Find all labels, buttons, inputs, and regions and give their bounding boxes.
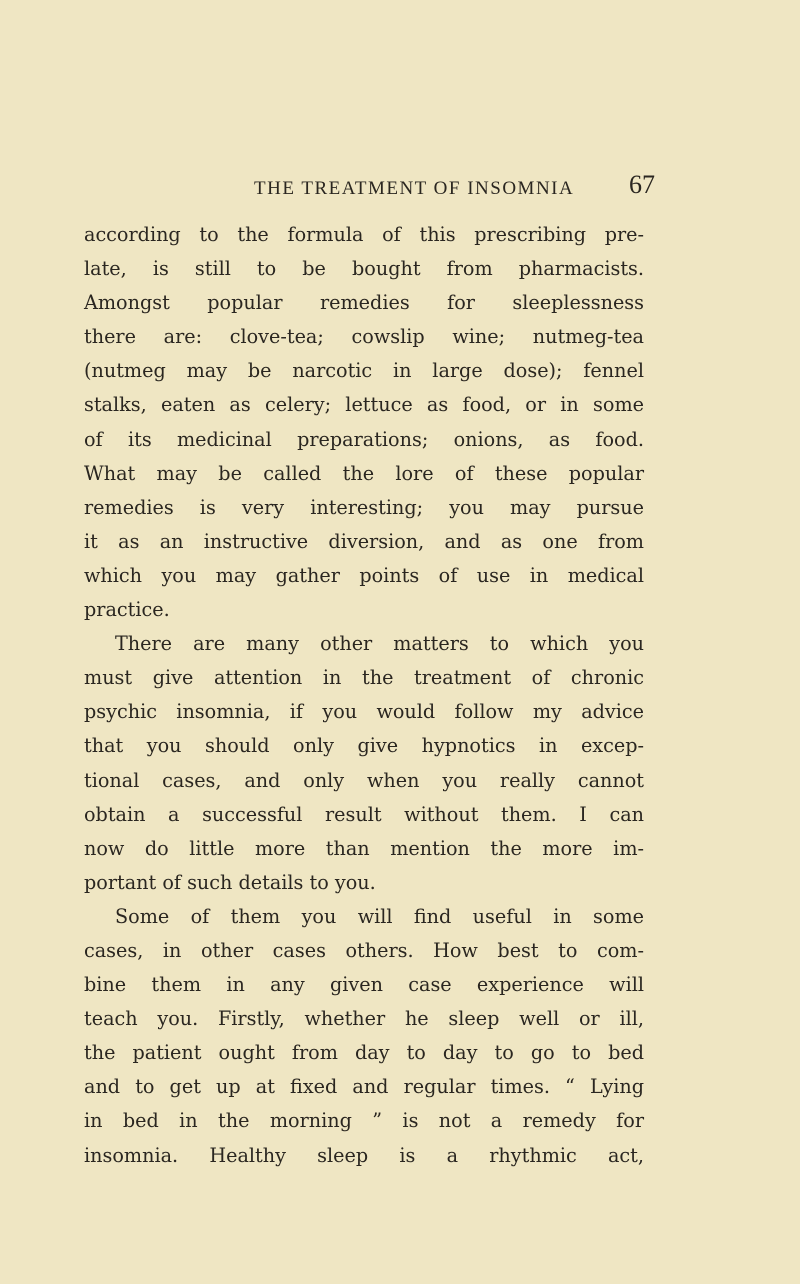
text-line: and to get up at fixed and regular times. “ Lying <box>84 1075 644 1099</box>
text-line: must give attention in the treatment of chronic <box>84 666 644 690</box>
text-line: late, is still to be bought from pharmacists. <box>84 257 644 281</box>
paragraph-2 <box>84 627 644 900</box>
text-line: in bed in the morning ” is not a remedy for <box>84 1109 644 1133</box>
text-line: portant of such details to you. <box>84 870 376 894</box>
text-line: psychic insomnia, if you would follow my advice <box>84 700 644 724</box>
paragraph-1 <box>84 218 644 627</box>
text-line: the patient ought from day to day to go to bed <box>84 1041 644 1065</box>
running-title: THE TREATMENT OF INSOMNIA <box>254 178 575 199</box>
text-line: that you should only give hypnotics in excep- <box>84 734 644 758</box>
page-number: 67 <box>629 170 655 199</box>
text-line: of its medicinal preparations; onions, as food. <box>84 427 644 451</box>
text-line: according to the formula of this prescribing pre- <box>84 223 644 246</box>
text-line: it as an instructive diversion, and as one from <box>84 529 644 553</box>
text-line: bine them in any given case experience will <box>84 973 644 997</box>
page-header <box>82 170 655 206</box>
body-text <box>84 218 644 1173</box>
text-line: Some of them you will find useful in some <box>115 904 644 928</box>
paragraph-3 <box>84 900 644 1173</box>
text-line: there are: clove-tea; cowslip wine; nutmeg-tea <box>84 325 644 349</box>
text-line: What may be called the lore of these popular <box>84 461 644 485</box>
text-line: now do little more than mention the more im- <box>84 836 644 860</box>
text-line: remedies is very interesting; you may pursue <box>84 495 644 519</box>
text-line: Amongst popular remedies for sleeplessness <box>84 291 644 315</box>
text-line: tional cases, and only when you really cannot <box>84 768 644 792</box>
text-line: (nutmeg may be narcotic in large dose); fennel <box>84 359 644 383</box>
text-line: which you may gather points of use in medical <box>84 563 644 587</box>
text-line: obtain a successful result without them. I can <box>84 802 644 826</box>
text-line: cases, in other cases others. How best to com- <box>84 938 644 962</box>
text-line: teach you. Firstly, whether he sleep well or ill, <box>84 1007 644 1031</box>
text-line: There are many other matters to which you <box>115 632 644 656</box>
text-line: insomnia. Healthy sleep is a rhythmic act, <box>84 1143 644 1167</box>
text-line: practice. <box>84 598 170 622</box>
text-line: stalks, eaten as celery; lettuce as food, or in some <box>84 393 644 417</box>
